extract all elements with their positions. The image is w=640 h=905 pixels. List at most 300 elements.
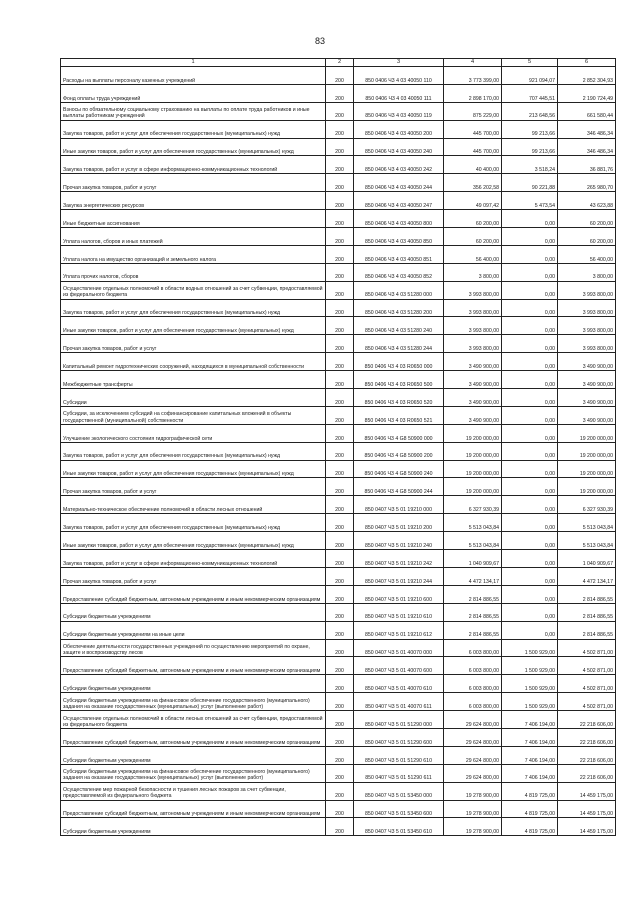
row-name-cell: Закупка товаров, работ и услуг для обеспечения государственных (муниципальных) нужд <box>61 120 326 138</box>
table-row <box>61 621 616 639</box>
row-line-code-cell: 200 <box>326 460 354 478</box>
row-unexecuted-amount-cell: 6 327 930,39 <box>558 496 616 514</box>
row-name-cell: Прочая закупка товаров, работ и услуг <box>61 174 326 192</box>
row-line-code-cell: 200 <box>326 424 354 442</box>
row-unexecuted-amount-cell: 19 200 000,00 <box>558 442 616 460</box>
row-approved-amount-cell: 19 200 000,00 <box>444 424 502 442</box>
row-budget-code-cell: 850 0406 Ч3 4 03 40050 851 <box>354 245 444 263</box>
row-unexecuted-amount-cell: 19 200 000,00 <box>558 424 616 442</box>
row-name-cell: Предоставление субсидий бюджетным, автономным учреждениям и иным некоммерческим организациям <box>61 728 326 746</box>
row-line-code-cell: 200 <box>326 764 354 782</box>
row-executed-amount-cell: 0,00 <box>502 478 558 496</box>
row-name-cell: Предоставление субсидий бюджетным, автономным учреждениям и иным некоммерческим организациям <box>61 657 326 675</box>
row-name-cell: Субсидии бюджетным учреждениям <box>61 746 326 764</box>
row-line-code-cell: 200 <box>326 371 354 389</box>
row-executed-amount-cell: 4 819 725,00 <box>502 782 558 800</box>
row-approved-amount-cell: 356 202,58 <box>444 174 502 192</box>
row-name-cell: Осуществление отдельных полномочий в области водных отношений за счет субвенции, предоставляемой из федерального бюджета <box>61 281 326 299</box>
row-name-cell: Закупка товаров, работ и услуг для обеспечения государственных (муниципальных) нужд <box>61 442 326 460</box>
row-unexecuted-amount-cell: 22 218 606,00 <box>558 711 616 729</box>
row-unexecuted-amount-cell: 22 218 606,00 <box>558 746 616 764</box>
row-executed-amount-cell: 0,00 <box>502 460 558 478</box>
row-line-code-cell: 200 <box>326 782 354 800</box>
row-executed-amount-cell: 0,00 <box>502 514 558 532</box>
row-executed-amount-cell: 0,00 <box>502 371 558 389</box>
row-budget-code-cell: 850 0407 Ч3 5 01 19210 240 <box>354 532 444 550</box>
column-header: 2 <box>326 59 354 67</box>
row-unexecuted-amount-cell: 22 218 606,00 <box>558 764 616 782</box>
row-executed-amount-cell: 0,00 <box>502 281 558 299</box>
row-budget-code-cell: 850 0407 Ч3 5 01 40070 000 <box>354 639 444 657</box>
table-row <box>61 675 616 693</box>
table-row <box>61 263 616 281</box>
table-row <box>61 603 616 621</box>
row-approved-amount-cell: 3 993 800,00 <box>444 317 502 335</box>
row-budget-code-cell: 850 0407 Ч3 5 01 19210 600 <box>354 585 444 603</box>
row-name-cell: Иные закупки товаров, работ и услуг для обеспечения государственных (муниципальных) нужд <box>61 138 326 156</box>
row-approved-amount-cell: 5 513 043,84 <box>444 514 502 532</box>
row-unexecuted-amount-cell: 2 852 304,93 <box>558 67 616 85</box>
row-budget-code-cell: 850 0406 Ч3 4 03 40050 240 <box>354 138 444 156</box>
row-name-cell: Осуществление отдельных полномочий в области лесных отношений за счет субвенции, предоставляемой из федерального бюджета <box>61 711 326 729</box>
row-unexecuted-amount-cell: 3 993 800,00 <box>558 317 616 335</box>
row-line-code-cell: 200 <box>326 174 354 192</box>
row-approved-amount-cell: 60 200,00 <box>444 228 502 246</box>
row-approved-amount-cell: 19 200 000,00 <box>444 442 502 460</box>
table-row <box>61 174 616 192</box>
row-unexecuted-amount-cell: 4 502 871,00 <box>558 675 616 693</box>
row-unexecuted-amount-cell: 3 490 900,00 <box>558 353 616 371</box>
table-row <box>61 585 616 603</box>
table-row <box>61 746 616 764</box>
table-row <box>61 228 616 246</box>
table-row <box>61 782 616 800</box>
row-unexecuted-amount-cell: 265 980,70 <box>558 174 616 192</box>
column-header: 3 <box>354 59 444 67</box>
row-approved-amount-cell: 2 814 886,55 <box>444 585 502 603</box>
row-unexecuted-amount-cell: 346 486,34 <box>558 120 616 138</box>
row-line-code-cell: 200 <box>326 299 354 317</box>
row-budget-code-cell: 850 0406 Ч3 4 G8 50900 200 <box>354 442 444 460</box>
row-approved-amount-cell: 2 814 886,55 <box>444 621 502 639</box>
row-executed-amount-cell: 0,00 <box>502 263 558 281</box>
row-name-cell: Расходы на выплаты персоналу казенных учреждений <box>61 67 326 85</box>
row-approved-amount-cell: 3 490 900,00 <box>444 353 502 371</box>
row-executed-amount-cell: 1 500 929,00 <box>502 657 558 675</box>
row-name-cell: Субсидии бюджетным учреждениям на иные цели <box>61 621 326 639</box>
row-executed-amount-cell: 0,00 <box>502 424 558 442</box>
row-unexecuted-amount-cell: 4 472 134,17 <box>558 567 616 585</box>
row-name-cell: Предоставление субсидий бюджетным, автономным учреждениям и иным некоммерческим организациям <box>61 800 326 818</box>
row-line-code-cell: 200 <box>326 84 354 102</box>
row-unexecuted-amount-cell: 3 800,00 <box>558 263 616 281</box>
row-name-cell: Уплата налогов, сборов и иных платежей <box>61 228 326 246</box>
row-executed-amount-cell: 5 473,54 <box>502 192 558 210</box>
row-line-code-cell: 200 <box>326 800 354 818</box>
row-budget-code-cell: 850 0407 Ч3 5 01 40070 611 <box>354 693 444 711</box>
row-line-code-cell: 200 <box>326 156 354 174</box>
row-executed-amount-cell: 7 406 194,00 <box>502 764 558 782</box>
row-executed-amount-cell: 0,00 <box>502 299 558 317</box>
row-line-code-cell: 200 <box>326 675 354 693</box>
row-budget-code-cell: 850 0406 Ч3 4 03 R0650 520 <box>354 389 444 407</box>
row-executed-amount-cell: 4 819 725,00 <box>502 818 558 836</box>
table-row <box>61 800 616 818</box>
row-approved-amount-cell: 19 278 900,00 <box>444 782 502 800</box>
row-budget-code-cell: 850 0407 Ч3 5 01 53450 000 <box>354 782 444 800</box>
table-row <box>61 120 616 138</box>
table-row <box>61 639 616 657</box>
row-name-cell: Уплата налога на имущество организаций и земельного налога <box>61 245 326 263</box>
table-row <box>61 335 616 353</box>
row-name-cell: Закупка товаров, работ и услуг в сфере информационно-коммуникационных технологий <box>61 156 326 174</box>
row-line-code-cell: 200 <box>326 245 354 263</box>
row-executed-amount-cell: 0,00 <box>502 210 558 228</box>
row-executed-amount-cell: 921 094,07 <box>502 67 558 85</box>
row-unexecuted-amount-cell: 3 490 900,00 <box>558 406 616 424</box>
row-unexecuted-amount-cell: 19 200 000,00 <box>558 478 616 496</box>
row-executed-amount-cell: 0,00 <box>502 603 558 621</box>
row-unexecuted-amount-cell: 4 502 871,00 <box>558 657 616 675</box>
row-executed-amount-cell: 0,00 <box>502 567 558 585</box>
row-executed-amount-cell: 0,00 <box>502 550 558 568</box>
row-budget-code-cell: 850 0406 Ч3 4 03 51280 244 <box>354 335 444 353</box>
row-unexecuted-amount-cell: 60 200,00 <box>558 228 616 246</box>
table-row <box>61 550 616 568</box>
row-budget-code-cell: 850 0406 Ч3 4 03 40050 242 <box>354 156 444 174</box>
row-budget-code-cell: 850 0407 Ч3 5 01 19210 242 <box>354 550 444 568</box>
row-executed-amount-cell: 213 648,56 <box>502 102 558 120</box>
row-name-cell: Улучшение экологического состояния гидрографической сети <box>61 424 326 442</box>
row-unexecuted-amount-cell: 22 218 606,00 <box>558 728 616 746</box>
row-budget-code-cell: 850 0406 Ч3 4 03 40050 852 <box>354 263 444 281</box>
row-line-code-cell: 200 <box>326 335 354 353</box>
row-name-cell: Субсидии, за исключением субсидий на софинансирование капитальных вложений в объекты государственной (муниципальной) собственности <box>61 406 326 424</box>
row-line-code-cell: 200 <box>326 102 354 120</box>
row-line-code-cell: 200 <box>326 711 354 729</box>
row-unexecuted-amount-cell: 14 459 175,00 <box>558 782 616 800</box>
row-unexecuted-amount-cell: 4 502 871,00 <box>558 639 616 657</box>
row-budget-code-cell: 850 0407 Ч3 5 01 19210 200 <box>354 514 444 532</box>
row-budget-code-cell: 850 0406 Ч3 4 03 40050 247 <box>354 192 444 210</box>
row-approved-amount-cell: 3 800,00 <box>444 263 502 281</box>
row-name-cell: Взносы по обязательному социальному страхованию на выплаты по оплате труда работников и иные выплаты работникам учреждений <box>61 102 326 120</box>
row-executed-amount-cell: 0,00 <box>502 496 558 514</box>
row-budget-code-cell: 850 0407 Ч3 5 01 19210 612 <box>354 621 444 639</box>
row-budget-code-cell: 850 0406 Ч3 4 03 40050 850 <box>354 228 444 246</box>
row-executed-amount-cell: 7 406 194,00 <box>502 728 558 746</box>
row-name-cell: Субсидии бюджетным учреждениям на финансовое обеспечение государственного (муниципального) задания на оказание государственных (муниципальных) услуг (выполнение работ) <box>61 764 326 782</box>
row-executed-amount-cell: 7 406 194,00 <box>502 711 558 729</box>
row-approved-amount-cell: 56 400,00 <box>444 245 502 263</box>
row-unexecuted-amount-cell: 14 459 175,00 <box>558 800 616 818</box>
row-budget-code-cell: 850 0407 Ч3 5 01 40070 600 <box>354 657 444 675</box>
row-executed-amount-cell: 0,00 <box>502 317 558 335</box>
table-row <box>61 496 616 514</box>
row-budget-code-cell: 850 0406 Ч3 4 03 R0650 521 <box>354 406 444 424</box>
row-name-cell: Уплата прочих налогов, сборов <box>61 263 326 281</box>
row-budget-code-cell: 850 0407 Ч3 5 01 53450 600 <box>354 800 444 818</box>
row-name-cell: Фонд оплаты труда учреждений <box>61 84 326 102</box>
row-unexecuted-amount-cell: 56 400,00 <box>558 245 616 263</box>
row-executed-amount-cell: 0,00 <box>502 406 558 424</box>
row-approved-amount-cell: 3 490 900,00 <box>444 371 502 389</box>
row-budget-code-cell: 850 0407 Ч3 5 01 19210 610 <box>354 603 444 621</box>
row-name-cell: Иные закупки товаров, работ и услуг для обеспечения государственных (муниципальных) нужд <box>61 532 326 550</box>
table-row <box>61 245 616 263</box>
row-approved-amount-cell: 19 200 000,00 <box>444 460 502 478</box>
row-name-cell: Межбюджетные трансферты <box>61 371 326 389</box>
row-approved-amount-cell: 3 490 900,00 <box>444 389 502 407</box>
row-budget-code-cell: 850 0406 Ч3 4 03 40050 111 <box>354 84 444 102</box>
row-budget-code-cell: 850 0407 Ч3 5 01 51290 000 <box>354 711 444 729</box>
row-budget-code-cell: 850 0407 Ч3 5 01 51290 611 <box>354 764 444 782</box>
row-name-cell: Субсидии бюджетным учреждениям <box>61 603 326 621</box>
row-line-code-cell: 200 <box>326 478 354 496</box>
table-body <box>61 67 616 836</box>
row-executed-amount-cell: 3 518,24 <box>502 156 558 174</box>
row-approved-amount-cell: 6 003 800,00 <box>444 639 502 657</box>
table-row <box>61 818 616 836</box>
table-row <box>61 156 616 174</box>
row-name-cell: Иные закупки товаров, работ и услуг для обеспечения государственных (муниципальных) нужд <box>61 317 326 335</box>
row-executed-amount-cell: 707 445,51 <box>502 84 558 102</box>
row-budget-code-cell: 850 0406 Ч3 4 G8 50900 240 <box>354 460 444 478</box>
table-row <box>61 567 616 585</box>
table-row <box>61 67 616 85</box>
row-name-cell: Прочая закупка товаров, работ и услуг <box>61 478 326 496</box>
row-line-code-cell: 200 <box>326 228 354 246</box>
row-name-cell: Капитальный ремонт гидротехнических сооружений, находящихся в муниципальной собственности <box>61 353 326 371</box>
row-approved-amount-cell: 2 898 170,00 <box>444 84 502 102</box>
row-approved-amount-cell: 3 993 800,00 <box>444 281 502 299</box>
row-name-cell: Осуществление мер пожарной безопасности и тушения лесных пожаров за счет субвенции, предоставляемой из федерального бюджета <box>61 782 326 800</box>
row-name-cell: Прочая закупка товаров, работ и услуг <box>61 335 326 353</box>
row-approved-amount-cell: 60 200,00 <box>444 210 502 228</box>
row-line-code-cell: 200 <box>326 639 354 657</box>
row-unexecuted-amount-cell: 2 190 724,49 <box>558 84 616 102</box>
row-line-code-cell: 200 <box>326 406 354 424</box>
row-line-code-cell: 200 <box>326 496 354 514</box>
table-row <box>61 442 616 460</box>
table-row <box>61 460 616 478</box>
table-row <box>61 192 616 210</box>
row-approved-amount-cell: 49 097,42 <box>444 192 502 210</box>
table-row <box>61 424 616 442</box>
row-approved-amount-cell: 19 278 900,00 <box>444 818 502 836</box>
row-name-cell: Субсидии бюджетным учреждениям <box>61 818 326 836</box>
row-approved-amount-cell: 3 490 900,00 <box>444 406 502 424</box>
row-approved-amount-cell: 19 278 900,00 <box>444 800 502 818</box>
row-executed-amount-cell: 7 406 194,00 <box>502 746 558 764</box>
column-header: 5 <box>502 59 558 67</box>
row-name-cell: Прочая закупка товаров, работ и услуг <box>61 567 326 585</box>
row-approved-amount-cell: 6 327 930,39 <box>444 496 502 514</box>
column-header: 4 <box>444 59 502 67</box>
row-approved-amount-cell: 40 400,00 <box>444 156 502 174</box>
row-budget-code-cell: 850 0407 Ч3 5 01 19210 000 <box>354 496 444 514</box>
row-line-code-cell: 200 <box>326 514 354 532</box>
row-line-code-cell: 200 <box>326 621 354 639</box>
row-budget-code-cell: 850 0406 Ч3 4 03 51280 240 <box>354 317 444 335</box>
budget-execution-table <box>60 58 616 836</box>
row-budget-code-cell: 850 0407 Ч3 5 01 51290 600 <box>354 728 444 746</box>
column-header: 6 <box>558 59 616 67</box>
row-line-code-cell: 200 <box>326 567 354 585</box>
table-row <box>61 102 616 120</box>
row-unexecuted-amount-cell: 661 580,44 <box>558 102 616 120</box>
row-budget-code-cell: 850 0406 Ч3 4 03 51280 200 <box>354 299 444 317</box>
row-name-cell: Иные закупки товаров, работ и услуг для обеспечения государственных (муниципальных) нужд <box>61 460 326 478</box>
row-budget-code-cell: 850 0406 Ч3 4 G8 50900 000 <box>354 424 444 442</box>
row-unexecuted-amount-cell: 43 623,88 <box>558 192 616 210</box>
row-executed-amount-cell: 0,00 <box>502 585 558 603</box>
row-unexecuted-amount-cell: 3 490 900,00 <box>558 371 616 389</box>
row-unexecuted-amount-cell: 2 814 886,55 <box>558 621 616 639</box>
row-name-cell: Субсидии бюджетным учреждениям <box>61 675 326 693</box>
row-approved-amount-cell: 29 624 800,00 <box>444 746 502 764</box>
row-line-code-cell: 200 <box>326 192 354 210</box>
table-row <box>61 514 616 532</box>
row-line-code-cell: 200 <box>326 210 354 228</box>
row-line-code-cell: 200 <box>326 603 354 621</box>
table-row <box>61 532 616 550</box>
row-name-cell: Субсидии бюджетным учреждениям на финансовое обеспечение государственного (муниципального) задания на оказание государственных (муниципальных) услуг (выполнение работ) <box>61 693 326 711</box>
row-executed-amount-cell: 99 213,66 <box>502 138 558 156</box>
row-line-code-cell: 200 <box>326 317 354 335</box>
row-executed-amount-cell: 1 500 929,00 <box>502 639 558 657</box>
row-approved-amount-cell: 29 624 800,00 <box>444 728 502 746</box>
row-line-code-cell: 200 <box>326 728 354 746</box>
row-line-code-cell: 200 <box>326 693 354 711</box>
row-line-code-cell: 200 <box>326 657 354 675</box>
row-executed-amount-cell: 0,00 <box>502 389 558 407</box>
row-executed-amount-cell: 90 221,88 <box>502 174 558 192</box>
table-row <box>61 371 616 389</box>
table-row <box>61 281 616 299</box>
row-unexecuted-amount-cell: 2 814 886,55 <box>558 603 616 621</box>
row-approved-amount-cell: 19 200 000,00 <box>444 478 502 496</box>
row-unexecuted-amount-cell: 3 490 900,00 <box>558 389 616 407</box>
row-approved-amount-cell: 29 624 800,00 <box>444 764 502 782</box>
row-name-cell: Закупка товаров, работ и услуг для обеспечения государственных (муниципальных) нужд <box>61 514 326 532</box>
row-name-cell: Закупка энергетических ресурсов <box>61 192 326 210</box>
row-name-cell: Субсидии <box>61 389 326 407</box>
table-row <box>61 389 616 407</box>
row-line-code-cell: 200 <box>326 585 354 603</box>
row-executed-amount-cell: 0,00 <box>502 621 558 639</box>
row-budget-code-cell: 850 0407 Ч3 5 01 51290 610 <box>354 746 444 764</box>
row-unexecuted-amount-cell: 4 502 871,00 <box>558 693 616 711</box>
row-line-code-cell: 200 <box>326 746 354 764</box>
row-budget-code-cell: 850 0406 Ч3 4 03 R0650 500 <box>354 371 444 389</box>
row-unexecuted-amount-cell: 5 513 043,84 <box>558 532 616 550</box>
row-unexecuted-amount-cell: 60 200,00 <box>558 210 616 228</box>
row-line-code-cell: 200 <box>326 353 354 371</box>
page-number: 83 <box>314 36 325 46</box>
row-budget-code-cell: 850 0406 Ч3 4 03 R0650 000 <box>354 353 444 371</box>
row-budget-code-cell: 850 0407 Ч3 5 01 53450 610 <box>354 818 444 836</box>
row-line-code-cell: 200 <box>326 263 354 281</box>
row-executed-amount-cell: 1 500 929,00 <box>502 693 558 711</box>
row-approved-amount-cell: 875 229,00 <box>444 102 502 120</box>
column-header: 1 <box>61 59 326 67</box>
table-row <box>61 406 616 424</box>
row-executed-amount-cell: 0,00 <box>502 335 558 353</box>
table-row <box>61 711 616 729</box>
row-budget-code-cell: 850 0407 Ч3 5 01 40070 610 <box>354 675 444 693</box>
row-approved-amount-cell: 29 624 800,00 <box>444 711 502 729</box>
row-line-code-cell: 200 <box>326 138 354 156</box>
row-executed-amount-cell: 0,00 <box>502 245 558 263</box>
table-row <box>61 764 616 782</box>
table-row <box>61 299 616 317</box>
row-approved-amount-cell: 6 003 800,00 <box>444 657 502 675</box>
row-executed-amount-cell: 0,00 <box>502 442 558 460</box>
row-unexecuted-amount-cell: 346 486,34 <box>558 138 616 156</box>
row-executed-amount-cell: 99 213,66 <box>502 120 558 138</box>
row-approved-amount-cell: 4 472 134,17 <box>444 567 502 585</box>
row-name-cell: Материально-техническое обеспечение полномочий в области лесных отношений <box>61 496 326 514</box>
table-row <box>61 84 616 102</box>
row-approved-amount-cell: 1 040 909,67 <box>444 550 502 568</box>
row-budget-code-cell: 850 0406 Ч3 4 03 51280 000 <box>354 281 444 299</box>
row-line-code-cell: 200 <box>326 120 354 138</box>
row-executed-amount-cell: 4 819 725,00 <box>502 800 558 818</box>
row-name-cell: Обеспечение деятельности государственных учреждений по осуществлению мероприятий по охране, защите и воспроизводству лесов <box>61 639 326 657</box>
row-name-cell: Предоставление субсидий бюджетным, автономным учреждениям и иным некоммерческим организациям <box>61 585 326 603</box>
row-name-cell: Закупка товаров, работ и услуг в сфере информационно-коммуникационных технологий <box>61 550 326 568</box>
row-approved-amount-cell: 445 700,00 <box>444 120 502 138</box>
row-budget-code-cell: 850 0406 Ч3 4 03 40050 200 <box>354 120 444 138</box>
table-row <box>61 657 616 675</box>
row-budget-code-cell: 850 0406 Ч3 4 03 40050 800 <box>354 210 444 228</box>
row-line-code-cell: 200 <box>326 550 354 568</box>
row-unexecuted-amount-cell: 3 993 800,00 <box>558 335 616 353</box>
row-approved-amount-cell: 3 773 399,00 <box>444 67 502 85</box>
table-row <box>61 317 616 335</box>
row-budget-code-cell: 850 0406 Ч3 4 03 40050 244 <box>354 174 444 192</box>
row-executed-amount-cell: 0,00 <box>502 228 558 246</box>
column-number-header-row <box>61 59 616 67</box>
table-row <box>61 693 616 711</box>
row-unexecuted-amount-cell: 1 040 909,67 <box>558 550 616 568</box>
row-name-cell: Закупка товаров, работ и услуг для обеспечения государственных (муниципальных) нужд <box>61 299 326 317</box>
row-executed-amount-cell: 0,00 <box>502 353 558 371</box>
row-unexecuted-amount-cell: 3 993 800,00 <box>558 299 616 317</box>
row-approved-amount-cell: 445 700,00 <box>444 138 502 156</box>
row-budget-code-cell: 850 0406 Ч3 4 03 40050 119 <box>354 102 444 120</box>
row-line-code-cell: 200 <box>326 818 354 836</box>
row-approved-amount-cell: 6 003 800,00 <box>444 693 502 711</box>
row-unexecuted-amount-cell: 19 200 000,00 <box>558 460 616 478</box>
row-unexecuted-amount-cell: 3 993 800,00 <box>558 281 616 299</box>
table-row <box>61 728 616 746</box>
row-executed-amount-cell: 0,00 <box>502 532 558 550</box>
row-executed-amount-cell: 1 500 929,00 <box>502 675 558 693</box>
row-approved-amount-cell: 3 993 800,00 <box>444 299 502 317</box>
row-line-code-cell: 200 <box>326 442 354 460</box>
row-line-code-cell: 200 <box>326 532 354 550</box>
row-approved-amount-cell: 6 003 800,00 <box>444 675 502 693</box>
row-budget-code-cell: 850 0406 Ч3 4 G8 50900 244 <box>354 478 444 496</box>
row-line-code-cell: 200 <box>326 281 354 299</box>
row-approved-amount-cell: 5 513 043,84 <box>444 532 502 550</box>
row-line-code-cell: 200 <box>326 67 354 85</box>
table-row <box>61 353 616 371</box>
row-budget-code-cell: 850 0407 Ч3 5 01 19210 244 <box>354 567 444 585</box>
row-budget-code-cell: 850 0406 Ч3 4 03 40050 110 <box>354 67 444 85</box>
